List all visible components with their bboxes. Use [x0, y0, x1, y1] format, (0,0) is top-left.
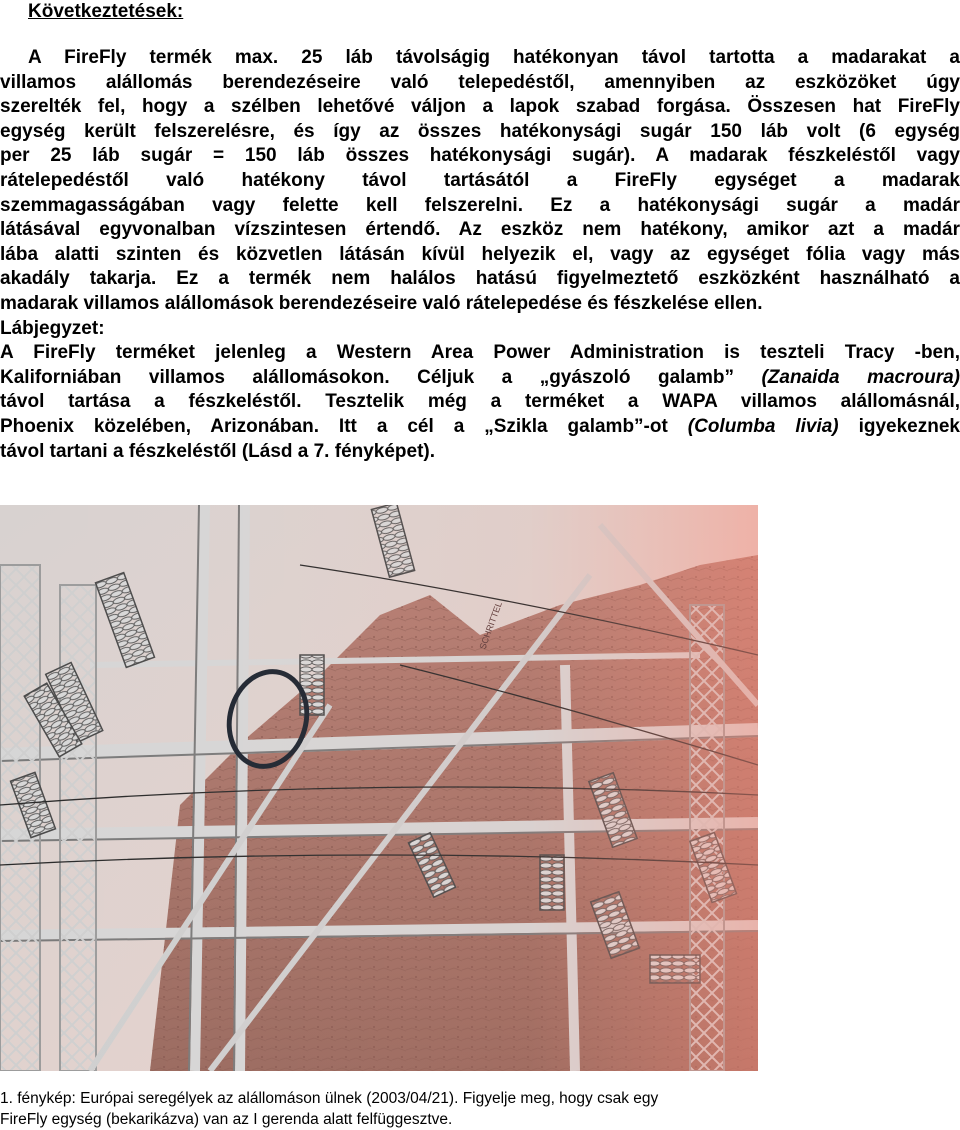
paragraph-line: per 25 láb sugár = 150 láb összes hatékonysági sugár). A madarak fészkeléstől vagy — [0, 145, 960, 167]
paragraph-line: A FireFly termék max. 25 láb távolságig hatékonyan távol tartotta a madarakat a — [28, 47, 960, 68]
substation-photo — [0, 505, 758, 1071]
document-body — [0, 46, 960, 464]
paragraph-line: rátelepedéstől való hatékony távol tartásától a FireFly egységet a madarak — [0, 169, 960, 191]
footnote-line — [0, 415, 960, 440]
paragraph-line: egység került felszerelésre, és így az összes hatékonysági sugár 150 láb volt (6 egység — [0, 120, 960, 142]
footnote-line: távol tartása a fészkeléstől. Tesztelik még a terméket a WAPA villamos alállomásnál, — [0, 391, 960, 413]
footnote-label: Lábjegyzet: — [0, 317, 105, 339]
photo-caption — [0, 1088, 960, 1130]
paragraph-line: látásával egyvonalban vízszintesen értendő. Az eszköz nem hatékony, amikor azt a madár — [0, 219, 960, 241]
species-name-italic: (Columba livia) — [687, 415, 839, 437]
footnote-line — [0, 366, 960, 391]
species-name-italic: (Zanaida macroura) — [761, 366, 960, 388]
paragraph-line: akadály takarja. Ez a termék nem halálos hatású figyelmeztető eszközként használható a — [0, 268, 960, 290]
caption-line: FireFly egység (bekarikázva) van az I gerenda alatt felfüggesztve. — [0, 1111, 453, 1128]
footnote-text: igyekeznek — [838, 415, 960, 437]
paragraph-line: lába alatti szinten és közvetlen látásán kívül helyezik el, vagy az egységet fólia vagy más — [0, 243, 960, 265]
paragraph-line: madarak villamos alállomások berendezéseire való rátelepedése és fészkelése ellen. — [0, 292, 763, 314]
paragraph-line: szemmagasságában vagy felette kell felszerelni. Ez a hatékonysági sugár a madár — [0, 194, 960, 216]
footnote-text: Kaliforniában villamos alállomásokon. Céljuk a „gyászoló galamb” — [0, 366, 762, 388]
paragraph-line: szerelték fel, hogy a szélben lehetővé váljon a lapok szabad forgása. Összesen hat FireFly — [0, 96, 960, 118]
paragraph-line: villamos alállomás berendezéseire való telepedéstől, amennyiben az eszközöket úgy — [0, 71, 960, 93]
caption-line: 1. fénykép: Európai seregélyek az alállomáson ülnek (2003/04/21). Figyelje meg, hogy csak egy — [0, 1090, 659, 1107]
footnote-line: távol tartani a fészkeléstől (Lásd a 7. fényképet). — [0, 440, 436, 462]
footnote-text: Phoenix közelében, Arizonában. Itt a cél a „Szikla galamb”-ot — [0, 415, 688, 437]
section-heading: Következtetések: — [28, 1, 184, 22]
footnote-line: A FireFly terméket jelenleg a Western Area Power Administration is teszteli Tracy -ben, — [0, 342, 960, 364]
